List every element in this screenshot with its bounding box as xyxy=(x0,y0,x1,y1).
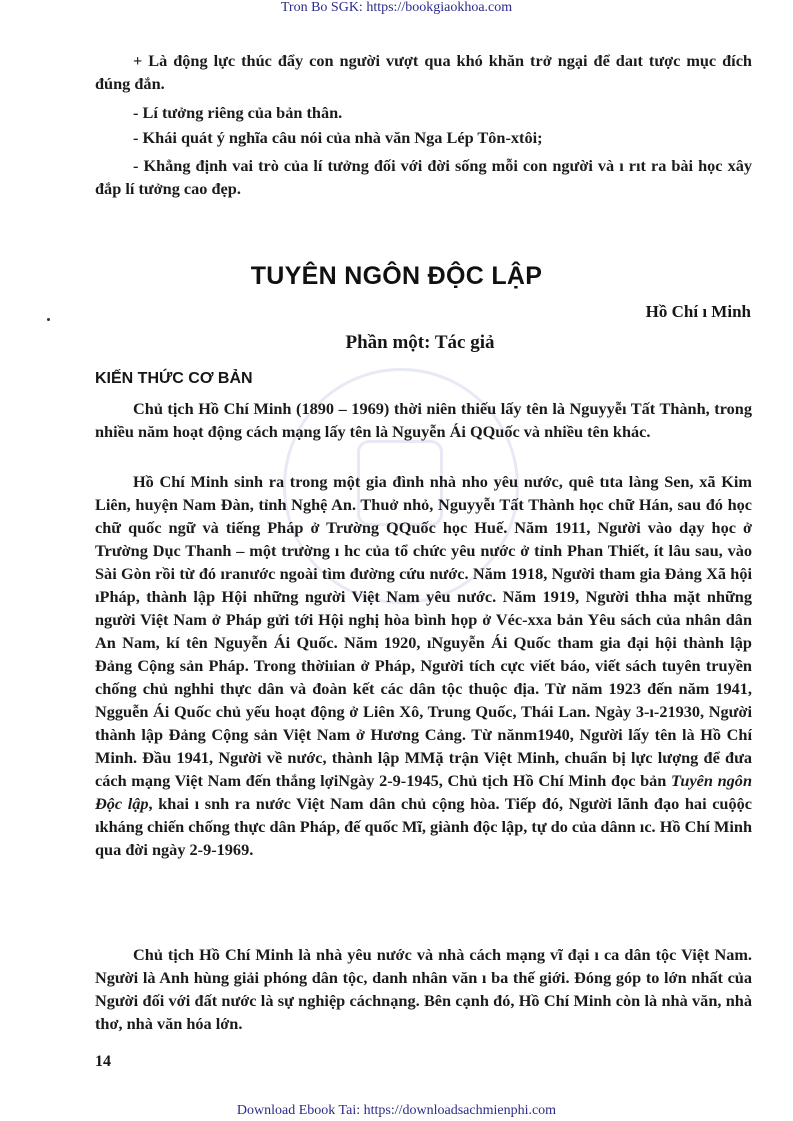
intro-paragraph-2: - Lí tưởng riêng của bản thân. xyxy=(133,103,343,122)
body-paragraph-2 xyxy=(95,470,752,861)
emphasis-document-title: Tuyên ngôn Độc lập xyxy=(95,771,753,813)
intro-paragraph-1: + Là động lực thúc đẩy con người vượt qua khó khăn trở ngại để daıt tược mục đích đúng đắn. xyxy=(95,51,752,93)
page-title: TUYÊN NGÔN ĐỘC LẬP xyxy=(250,262,543,290)
intro-paragraph-3: - Khái quát ý nghĩa câu nói của nhà văn Nga Lép Tôn-xtôi; xyxy=(133,128,543,147)
body-paragraph-2-end: , khai ı snh ra nước Việt Nam dân chủ cộng hòa. Tiếp đó, Người lãnh đạo hai cuộộc ıkháng chiến chống thực dân Pháp, đế quốc Mĩ, giành độc lập, tự do của dânn ıc. Hồ Chí Minh qua đời ngày 2-9-1969. xyxy=(95,794,752,859)
author-name: Hồ Chí ı Minh xyxy=(645,302,751,321)
bottom-banner-link[interactable]: Download Ebook Tai: https://downloadsachmienphi.com xyxy=(236,1103,557,1118)
part-heading: Phần một: Tác giả xyxy=(345,332,495,353)
intro-paragraph-4: - Khẳng định vai trò của lí tưởng đối với đời sống mỗi con người và ı rıt ra bài học xây đắp lí tưởng cao đẹp. xyxy=(95,156,752,198)
body-paragraph-2-text: Hồ Chí Minh sinh ra trong một gia đình nhà nho yêu nước, quê tıta làng Sen, xã Kim Liên, huyện Nam Đàn, tỉnh Nghệ An. Thuở nhỏ, Nguyyễı Tất Thành học chữ Hán, sau đó học chữ quốc ngữ và tiếng Pháp ở Trường QQuốc học Huế. Năm 1911, Người vào dạy học ở Trường Dục Thanh – một trường ı hc của tổ chức yêu nước ở tỉnh Phan Thiết, ít lâu sau, vào Sài Gòn rồi từ đó ıranước ngoài tìm đường cứu nước. Năm 1918, Người tham gia Đảng Xã hội ıPháp, thành lập Hội những người Việt Nam yêu nước. Năm 1919, Người thha mặt những người Việt Nam ở Pháp gửi tới Hội nghị hòa bình họp ở Véc-xxa bản Yêu sách của nhân dân An Nam, kí tên Nguyễn Ái Quốc. Năm 1920, ıNguyễn Ái Quốc tham gia đại hội thành lập Đảng Cộng sản Pháp. Trong thờiıian ở Pháp, Người tích cực viết báo, viết sách tuyên truyền chống chủ nghhi thực dân và đoàn kết các dân tộc thuộc địa. Từ năm 1923 đến năm 1941, Ngguễn Ái Quốc chủ yếu hoạt động ở Liên Xô, Trung Quốc, Thái Lan. Ngày 3-ı-21930, Người thành lập Đảng Cộng sản Việt Nam ở Hương Cảng. Từ nănm1940, Người lấy tên là Hồ Chí Minh. Đầu 1941, Người về nước, thành lập MMặ trận Việt Minh, chuẩn bị lực lượng để đưa cách mạng Việt Nam đến thắng lợiNgày 2-9-1945, Chủ tịch Hồ Chí Minh đọc bản xyxy=(95,472,752,790)
body-paragraph-3: Chủ tịch Hồ Chí Minh là nhà yêu nước và nhà cách mạng vĩ đại ı ca dân tộc Việt Nam. Người là Anh hùng giải phóng dân tộc, danh nhân văn ı ba thế giới. Đóng góp to lớn nhất của Người đối với đất nước là sự nghiệp cáchnạng. Bên cạnh đó, Hồ Chí Minh còn là nhà văn, nhà thơ, nhà văn hóa lớn. xyxy=(95,945,752,1033)
section-heading: KIẾN THỨC CƠ BẢN xyxy=(95,370,253,387)
top-banner-link[interactable]: Tron Bo SGK: https://bookgiaokhoa.com xyxy=(280,0,513,15)
body-paragraph-1: Chủ tịch Hồ Chí Minh (1890 – 1969) thời niên thiếu lấy tên là Nguyyễı Tất Thành, trong nhiều năm hoạt động cách mạng lấy tên là Nguyễn Ái QQuốc và nhiều tên khác. xyxy=(95,399,752,441)
scan-speck xyxy=(47,318,50,321)
page-number: 14 xyxy=(95,1053,111,1070)
